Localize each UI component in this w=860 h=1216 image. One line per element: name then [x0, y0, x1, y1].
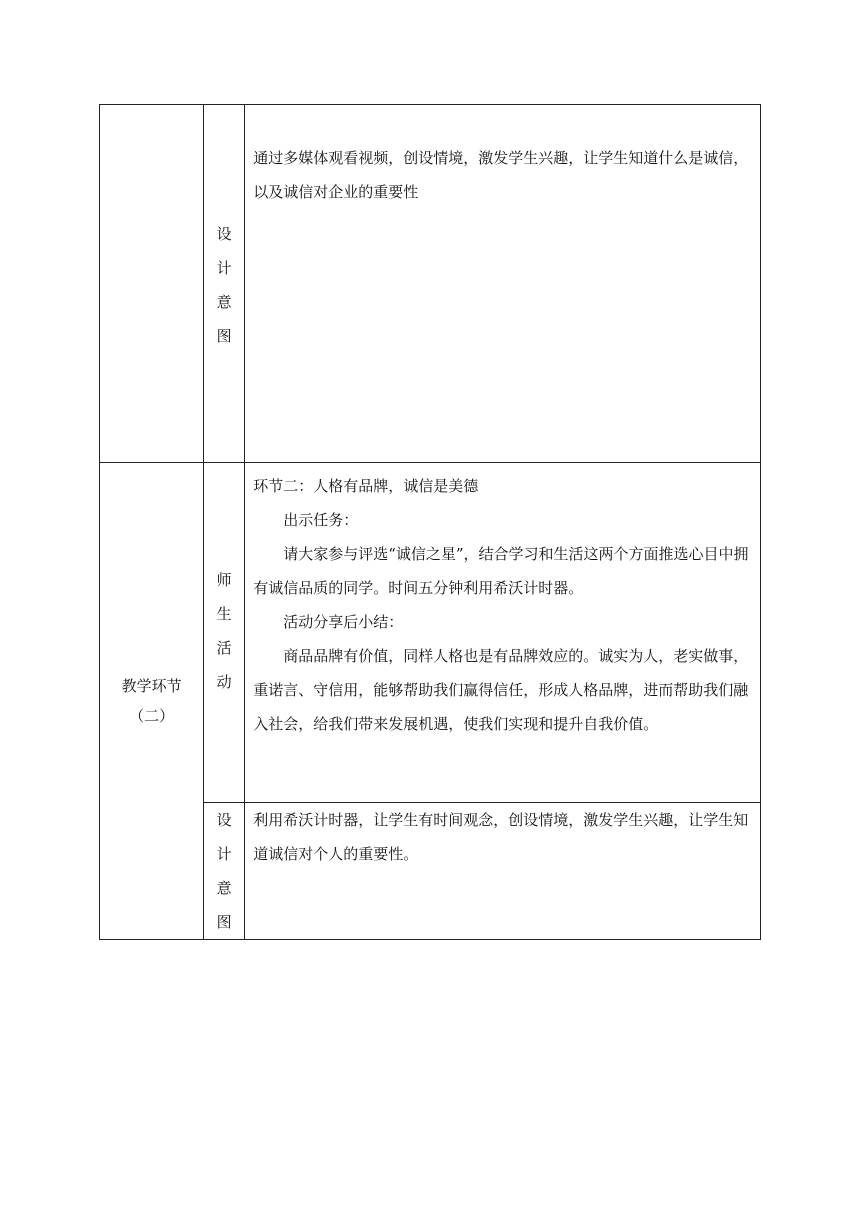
label-char: 意: [216, 879, 232, 897]
label-char: 动: [216, 673, 232, 691]
table-row: [100, 463, 761, 803]
label-char: 师: [216, 571, 232, 589]
label-char: 设: [216, 225, 232, 243]
label-char: 意: [216, 293, 232, 311]
stage-title-line2: （二）: [129, 707, 175, 725]
stage-title-line1: 教学环节: [121, 677, 182, 695]
design-intent-text-1: 通过多媒体观看视频，创设情境，激发学生兴趣，让学生知道什么是诚信，以及诚信对企业的重要性: [253, 149, 749, 201]
label-char: 活: [216, 639, 232, 657]
design-intent-content-2: [245, 803, 761, 940]
activity-heading: 环节二：人格有品牌，诚信是美德: [253, 477, 479, 495]
design-intent-label-1: [204, 105, 245, 463]
label-char: 图: [216, 327, 232, 345]
activity-label: [204, 463, 245, 803]
section-cell-empty: [100, 105, 204, 463]
task-text: 请大家参与评选“诚信之星”，结合学习和生活这两个方面推选心目中拥有诚信品质的同学。时间五分钟利用希沃计时器。: [253, 545, 749, 597]
design-intent-label-2: [204, 803, 245, 940]
stage-title-cell: [100, 463, 204, 940]
summary-text: 商品品牌有价值，同样人格也是有品牌效应的。诚实为人，老实做事，重诺言、守信用，能够帮助我们赢得信任，形成人格品牌，进而帮助我们融入社会，给我们带来发展机遇，使我们实现和提升自我价值。: [253, 647, 749, 733]
activity-content: [245, 463, 761, 803]
lesson-plan-table: [99, 104, 761, 940]
summary-label: 活动分享后小结：: [283, 613, 404, 631]
label-char: 生: [216, 605, 232, 623]
design-intent-content-1: [245, 105, 761, 463]
label-char: 设: [216, 811, 232, 829]
label-char: 计: [216, 845, 232, 863]
label-char: 图: [216, 913, 232, 931]
task-label: 出示任务：: [283, 511, 359, 529]
table-row: [100, 105, 761, 463]
design-intent-text-2: 利用希沃计时器，让学生有时间观念，创设情境，激发学生兴趣，让学生知道诚信对个人的重要性。: [253, 811, 749, 863]
label-char: 计: [216, 259, 232, 277]
